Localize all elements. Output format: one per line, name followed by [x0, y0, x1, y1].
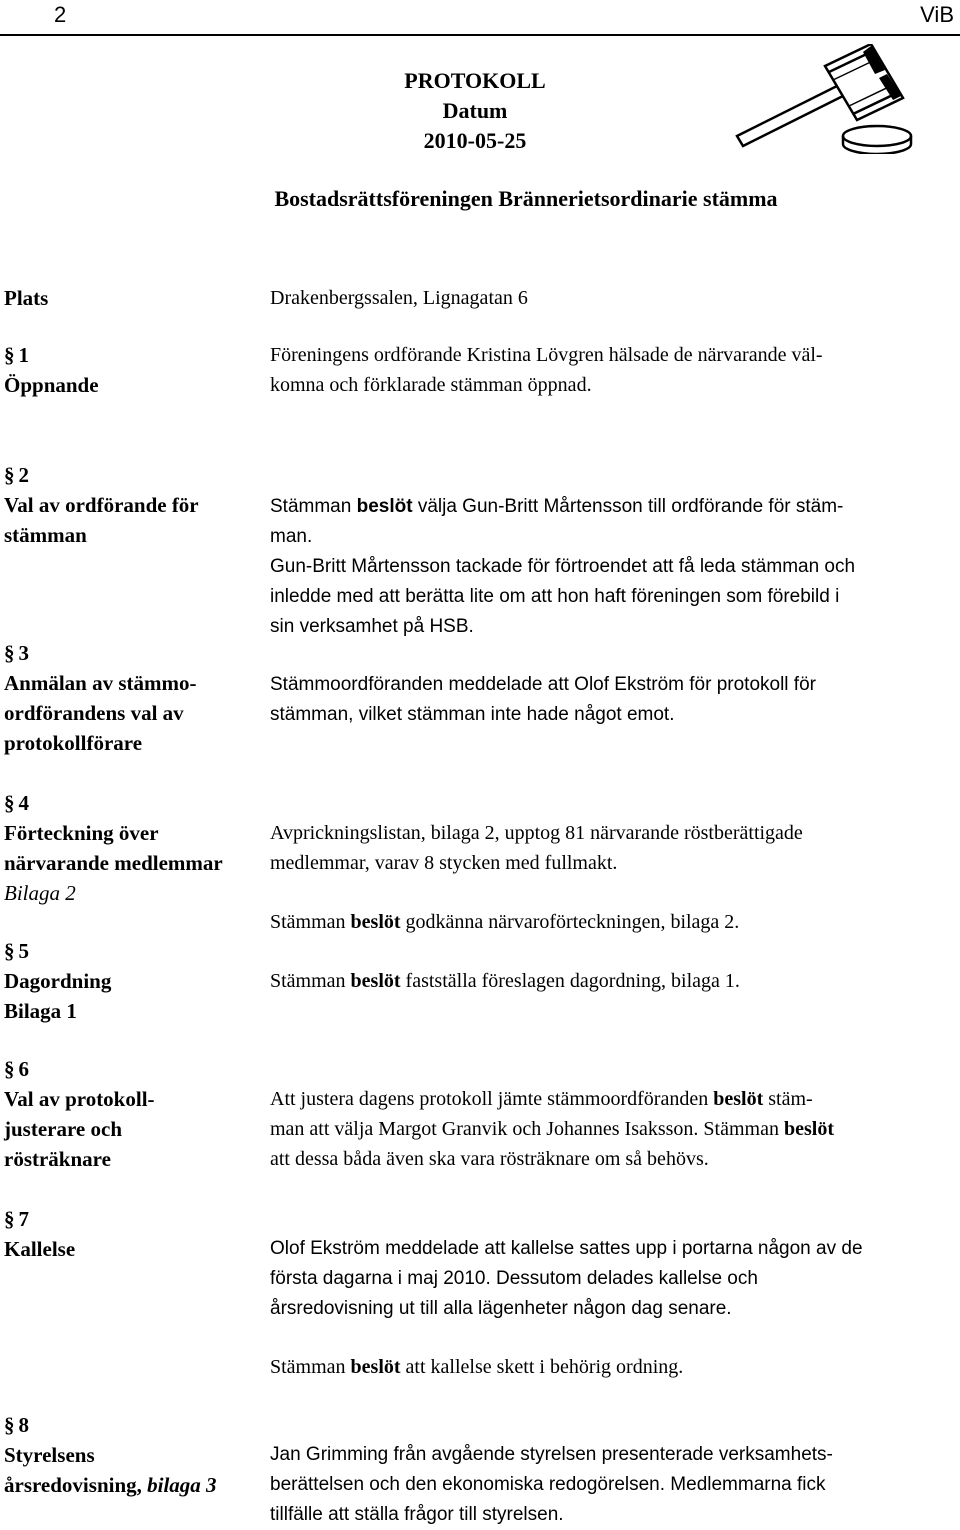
section-4-title: närvarande medlemmar — [4, 851, 223, 875]
decision-word: beslöt — [713, 1088, 764, 1110]
section-5-title: Dagordning — [4, 969, 112, 993]
section-3-line: Stämmoordföranden meddelade att Olof Ekström för protokoll för — [270, 674, 816, 695]
section-3-title: Anmälan av stämmo- — [4, 671, 197, 695]
section-7-number: 7 — [18, 1207, 29, 1231]
section-4-text — [270, 818, 940, 878]
section-6-number: 6 — [18, 1057, 29, 1081]
page-header — [0, 0, 960, 36]
section-8-title: Styrelsens — [4, 1443, 95, 1467]
section-1-title: Öppnande — [4, 373, 99, 397]
text-run: att kallelse skett i behörig ordning. — [400, 1356, 684, 1378]
section-7-line: första dagarna i maj 2010. Dessutom delades kallelse och — [270, 1268, 758, 1289]
text-run: stäm- — [763, 1088, 813, 1110]
decision-word: beslöt — [350, 970, 401, 992]
header-org: ViB — [920, 2, 954, 27]
section-8-line: Jan Grimming från avgående styrelsen presenterade verksamhets- — [270, 1444, 833, 1465]
section-7-line: Olof Ekström meddelade att kallelse sattes upp i portarna någon av de — [270, 1238, 863, 1259]
section-4-attachment: Bilaga 2 — [4, 881, 76, 905]
section-2-title: stämman — [4, 523, 87, 547]
text-run: godkänna närvaroförteckningen, bilaga 2. — [400, 911, 740, 933]
section-8-attachment: bilaga 3 — [147, 1473, 217, 1497]
text-run: Stämman — [270, 911, 351, 933]
text-run: Stämman — [270, 496, 357, 517]
section-6-title: justerare och — [4, 1117, 122, 1141]
section-5-label: § 5 Dagordning Bilaga 1 — [4, 936, 111, 1026]
title-protokoll: PROTOKOLL — [404, 68, 546, 93]
section-2-line: man. — [270, 526, 313, 547]
section-8-label: § 8 Styrelsens årsredovisning, bilaga 3 — [4, 1413, 217, 1497]
section-1-line: Föreningens ordförande Kristina Lövgren hälsade de närvarande väl- — [270, 344, 823, 366]
section-3-number: 3 — [18, 641, 29, 665]
plats-label — [4, 283, 48, 313]
section-4-label: § 4 Förteckning över närvarande medlemmar Bilaga 2 — [4, 791, 223, 905]
section-6-line: att dessa båda även ska vara rösträknare om så behövs. — [270, 1148, 709, 1170]
text-run: Att justera dagens protokoll jämte stämmoordföranden — [270, 1088, 714, 1110]
section-3-title: protokollförare — [4, 731, 143, 755]
section-4-decision — [270, 907, 940, 937]
section-2-number: 2 — [18, 463, 29, 487]
section-7-text — [270, 1234, 940, 1324]
section-1-number: 1 — [18, 343, 29, 367]
section-7-label: § 7 Kallelse — [4, 1204, 75, 1264]
section-5-title: Bilaga 1 — [4, 999, 77, 1023]
section-7-decision — [270, 1352, 940, 1382]
section-8-title: årsredovisning, — [4, 1473, 148, 1497]
decision-word: beslöt — [350, 1356, 401, 1378]
section-3-text — [270, 670, 940, 730]
section-2-title: Val av ordförande för — [4, 493, 199, 517]
section-1-line: komna och förklarade stämman öppnad. — [270, 374, 592, 396]
plats-label-text: Plats — [4, 286, 49, 310]
section-4-number: 4 — [18, 791, 29, 815]
page-number: 2 — [54, 2, 67, 27]
section-8-line: berättelsen och den ekonomiska redogörelsen. Medlemmarna fick — [270, 1474, 826, 1495]
section-2-text — [270, 492, 940, 642]
meeting-heading — [0, 186, 960, 212]
section-2-label: § 2 Val av ordförande för stämman — [4, 460, 199, 550]
decision-word: beslöt — [350, 911, 401, 933]
section-6-label: § 6 Val av protokoll- justerare och rösträknare — [4, 1054, 155, 1174]
section-5-number: 5 — [18, 939, 29, 963]
section-4-line: medlemmar, varav 8 stycken med fullmakt. — [270, 852, 618, 874]
section-7-line: årsredovisning ut till alla lägenheter någon dag senare. — [270, 1298, 732, 1319]
section-2-line: inledde med att berätta lite om att hon haft föreningen som förebild i — [270, 586, 840, 607]
section-3-label: § 3 Anmälan av stämmo- ordförandens val av protokollförare — [4, 638, 197, 758]
section-1-label: § 1 Öppnande — [4, 340, 99, 400]
section-6-text — [270, 1084, 940, 1174]
text-run: Stämman — [270, 970, 351, 992]
section-2-line: Gun-Britt Mårtensson tackade för förtroendet att få leda stämman och — [270, 556, 856, 577]
section-3-title: ordförandens val av — [4, 701, 184, 725]
decision-word: beslöt — [783, 1118, 834, 1140]
section-8-number: 8 — [18, 1413, 29, 1437]
text-run: fastställa föreslagen dagordning, bilaga 1. — [400, 970, 740, 992]
section-8-line: tillfälle att ställa frågor till styrelsen. — [270, 1504, 564, 1525]
gavel-icon — [725, 44, 915, 154]
section-1-text — [270, 340, 940, 400]
title-date: 2010-05-25 — [423, 128, 527, 153]
decision-word: beslöt — [356, 496, 413, 517]
section-6-title: rösträknare — [4, 1147, 111, 1171]
section-2-line: sin verksamhet på HSB. — [270, 616, 474, 637]
heading-text: Bostadsrättsföreningen Brännerietsordinarie stämma — [274, 186, 778, 211]
section-8-text — [270, 1440, 940, 1530]
text-run: Stämman — [270, 1356, 351, 1378]
section-7-title: Kallelse — [4, 1237, 76, 1261]
section-6-title: Val av protokoll- — [4, 1087, 155, 1111]
section-4-title: Förteckning över — [4, 821, 159, 845]
section-5-text — [270, 966, 940, 996]
section-4-line: Avprickningslistan, bilaga 2, upptog 81 närvarande röstberättigade — [270, 822, 803, 844]
text-run: man att välja Margot Granvik och Johannes Isaksson. Stämman — [270, 1118, 784, 1140]
title-datum: Datum — [442, 98, 508, 123]
plats-value-text: Drakenbergssalen, Lignagatan 6 — [270, 287, 528, 309]
plats-value — [270, 283, 940, 313]
section-3-line: stämman, vilket stämman inte hade något emot. — [270, 704, 675, 725]
text-run: välja Gun-Britt Mårtensson till ordförande för stäm- — [412, 496, 844, 517]
